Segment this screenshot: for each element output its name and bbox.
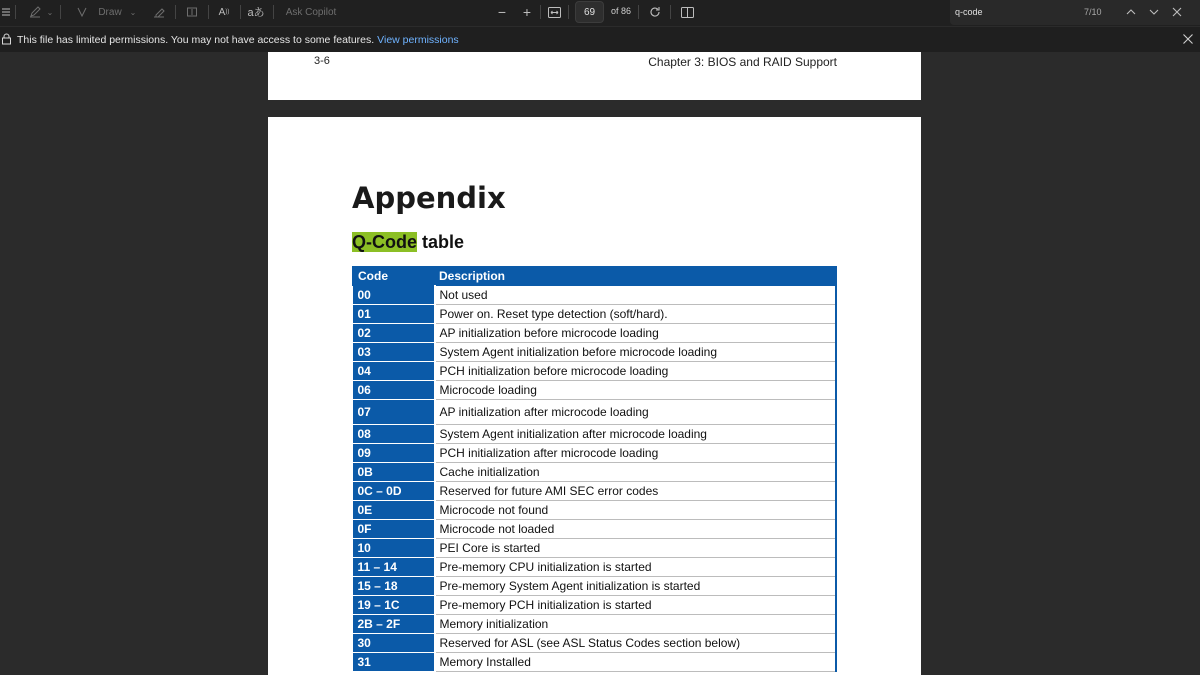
table-header-row bbox=[353, 267, 837, 286]
description-cell: Microcode loading bbox=[435, 381, 837, 400]
table-row bbox=[353, 501, 837, 520]
toolbar-divider bbox=[540, 5, 541, 19]
zoom-out-icon[interactable]: − bbox=[497, 4, 507, 20]
menu-icon[interactable] bbox=[0, 0, 12, 24]
ask-copilot-button[interactable]: Ask Copilot bbox=[285, 6, 337, 18]
description-cell: Power on. Reset type detection (soft/hard). bbox=[435, 305, 837, 324]
permissions-message bbox=[17, 34, 459, 46]
close-infobar-icon[interactable] bbox=[1182, 33, 1194, 48]
translate-icon[interactable]: aあ bbox=[247, 7, 265, 19]
code-cell: 01 bbox=[353, 305, 435, 324]
page-number-input[interactable]: 69 bbox=[575, 1, 604, 23]
table-row bbox=[353, 634, 837, 653]
description-cell: Cache initialization bbox=[435, 463, 837, 482]
view-permissions-link[interactable]: View permissions bbox=[377, 34, 459, 46]
toolbar-divider bbox=[638, 5, 639, 19]
description-cell: Reserved for ASL (see ASL Status Codes section below) bbox=[435, 634, 837, 653]
toolbar-divider bbox=[15, 5, 16, 19]
table-row bbox=[353, 653, 837, 672]
description-cell: Microcode not found bbox=[435, 501, 837, 520]
draw-icon[interactable] bbox=[74, 0, 90, 24]
page-footer-number: 3-6 bbox=[314, 55, 330, 67]
lock-icon bbox=[1, 33, 12, 48]
page-view-icon[interactable] bbox=[678, 0, 696, 24]
table-row bbox=[353, 286, 837, 305]
code-cell: 15 – 18 bbox=[353, 577, 435, 596]
code-cell: 09 bbox=[353, 444, 435, 463]
table-row bbox=[353, 381, 837, 400]
code-cell: 31 bbox=[353, 653, 435, 672]
toolbar-divider bbox=[670, 5, 671, 19]
permissions-infobar bbox=[0, 27, 1200, 52]
code-cell: 08 bbox=[353, 425, 435, 444]
toolbar-divider bbox=[208, 5, 209, 19]
description-cell: Microcode not loaded bbox=[435, 520, 837, 539]
code-cell: 04 bbox=[353, 362, 435, 381]
table-row bbox=[353, 444, 837, 463]
page-total: of 86 bbox=[611, 6, 632, 16]
table-row bbox=[353, 343, 837, 362]
next-match-icon[interactable] bbox=[1147, 0, 1161, 24]
rotate-icon[interactable] bbox=[646, 0, 664, 24]
find-bar bbox=[950, 0, 1200, 25]
table-row bbox=[353, 425, 837, 444]
table-row bbox=[353, 520, 837, 539]
description-cell: Not used bbox=[435, 286, 837, 305]
code-cell: 06 bbox=[353, 381, 435, 400]
description-cell: Memory Installed bbox=[435, 653, 837, 672]
pdf-toolbar bbox=[0, 0, 1200, 26]
description-cell: System Agent initialization after microcode loading bbox=[435, 425, 837, 444]
zoom-in-icon[interactable]: + bbox=[522, 4, 532, 20]
highlight-icon[interactable] bbox=[26, 0, 44, 24]
description-cell: AP initialization before microcode loading bbox=[435, 324, 837, 343]
table-row bbox=[353, 558, 837, 577]
toolbar-divider bbox=[568, 5, 569, 19]
code-cell: 03 bbox=[353, 343, 435, 362]
table-row bbox=[353, 305, 837, 324]
description-cell: PCH initialization before microcode loading bbox=[435, 362, 837, 381]
section-heading-rest: table bbox=[417, 232, 465, 252]
code-cell: 0B bbox=[353, 463, 435, 482]
draw-dropdown-icon[interactable]: ⌄ bbox=[129, 7, 137, 17]
page-footer-chapter: Chapter 3: BIOS and RAID Support bbox=[648, 55, 837, 69]
permissions-text: This file has limited permissions. You may not have access to some features. bbox=[17, 34, 375, 46]
table-row bbox=[353, 539, 837, 558]
previous-match-icon[interactable] bbox=[1124, 0, 1138, 24]
close-find-icon[interactable] bbox=[1170, 0, 1184, 24]
read-aloud-icon[interactable]: A )) bbox=[218, 6, 230, 18]
qcode-table bbox=[352, 266, 837, 672]
description-cell: Reserved for future AMI SEC error codes bbox=[435, 482, 837, 501]
toolbar-divider bbox=[240, 5, 241, 19]
toolbar-divider bbox=[60, 5, 61, 19]
column-header-description: Description bbox=[435, 267, 837, 286]
description-cell: Pre-memory CPU initialization is started bbox=[435, 558, 837, 577]
eraser-icon[interactable] bbox=[150, 0, 168, 24]
table-row bbox=[353, 400, 837, 425]
code-cell: 02 bbox=[353, 324, 435, 343]
code-cell: 10 bbox=[353, 539, 435, 558]
table-row bbox=[353, 362, 837, 381]
description-cell: AP initialization after microcode loading bbox=[435, 400, 837, 425]
table-row bbox=[353, 596, 837, 615]
section-heading bbox=[352, 232, 464, 253]
code-cell: 11 – 14 bbox=[353, 558, 435, 577]
description-cell: Pre-memory System Agent initialization is started bbox=[435, 577, 837, 596]
code-cell: 0F bbox=[353, 520, 435, 539]
description-cell: Pre-memory PCH initialization is started bbox=[435, 596, 837, 615]
code-cell: 19 – 1C bbox=[353, 596, 435, 615]
description-cell: Memory initialization bbox=[435, 615, 837, 634]
table-row bbox=[353, 482, 837, 501]
description-cell: System Agent initialization before microcode loading bbox=[435, 343, 837, 362]
toolbar-divider bbox=[175, 5, 176, 19]
table-row bbox=[353, 577, 837, 596]
draw-button[interactable]: Draw bbox=[98, 6, 122, 18]
table-row bbox=[353, 324, 837, 343]
code-cell: 2B – 2F bbox=[353, 615, 435, 634]
pdf-page-current bbox=[268, 117, 921, 675]
column-header-code: Code bbox=[353, 267, 435, 286]
find-match-count: 7/10 bbox=[1084, 7, 1102, 17]
code-cell: 0E bbox=[353, 501, 435, 520]
code-cell: 07 bbox=[353, 400, 435, 425]
code-cell: 00 bbox=[353, 286, 435, 305]
text-box-icon[interactable] bbox=[183, 0, 201, 24]
find-input[interactable]: q-code bbox=[955, 7, 983, 17]
pdf-page-previous bbox=[268, 52, 921, 100]
description-cell: PEI Core is started bbox=[435, 539, 837, 558]
description-cell: PCH initialization after microcode loading bbox=[435, 444, 837, 463]
highlight-dropdown-icon[interactable]: ⌄ bbox=[46, 7, 54, 17]
page-title: Appendix bbox=[352, 181, 506, 215]
fit-page-icon[interactable] bbox=[545, 0, 563, 24]
search-highlight: Q-Code bbox=[352, 232, 417, 252]
code-cell: 30 bbox=[353, 634, 435, 653]
toolbar-divider bbox=[273, 5, 274, 19]
code-cell: 0C – 0D bbox=[353, 482, 435, 501]
table-row bbox=[353, 463, 837, 482]
table-row bbox=[353, 615, 837, 634]
